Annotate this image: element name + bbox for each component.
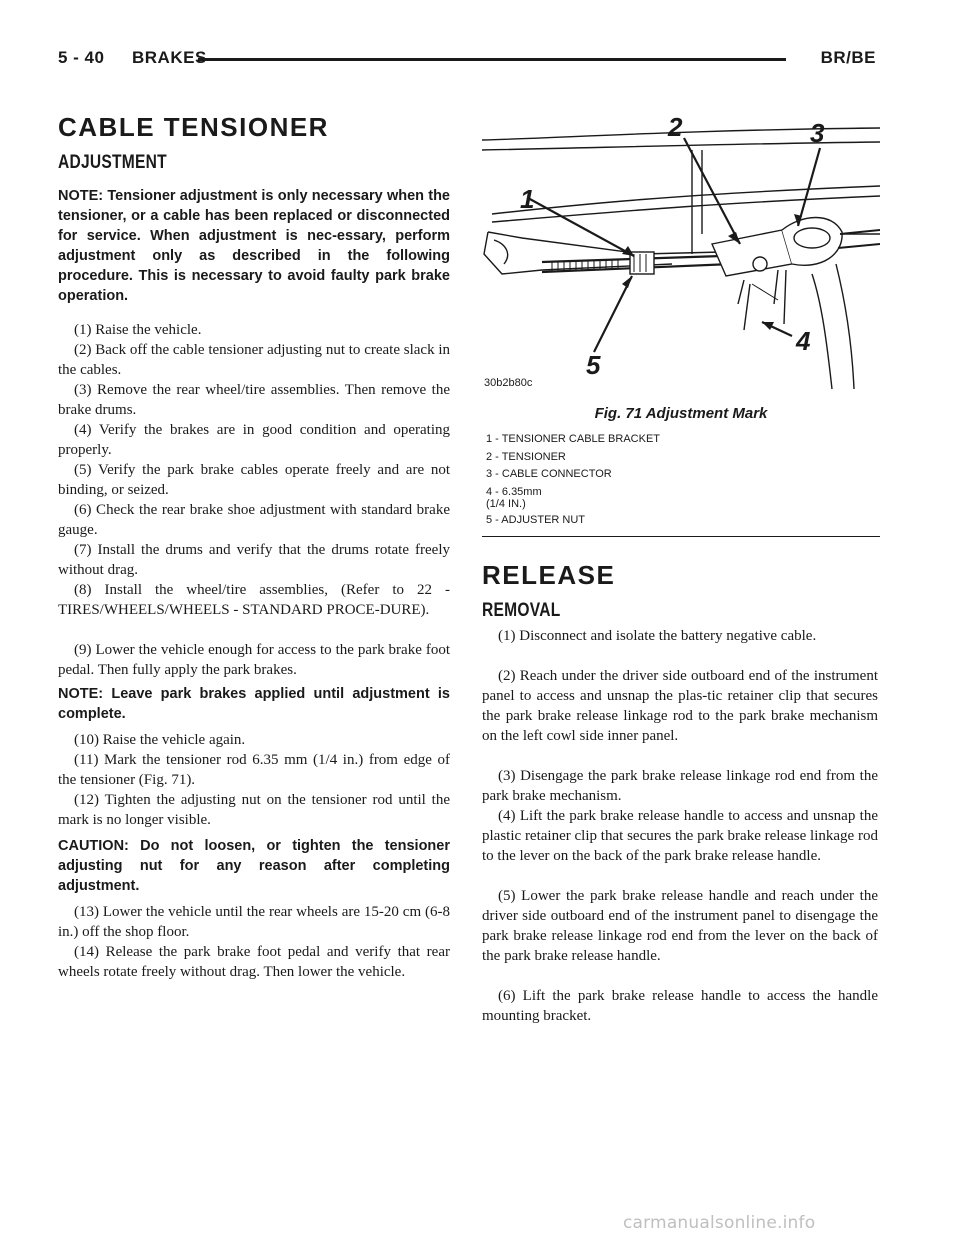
- callout-1: 1: [520, 184, 535, 214]
- step-7: (7) Install the drums and verify that the drums rotate freely without drag.: [58, 542, 450, 578]
- step-14: (14) Release the park brake foot pedal and verify that rear wheels rotate freely without drag. Then lower the vehicle.: [58, 944, 450, 980]
- step-12: (12) Tighten the adjusting nut on the tensioner rod until the mark is no longer visible.: [58, 792, 450, 828]
- model-code: BR/BE: [820, 48, 876, 67]
- legend-item-3: 3 - CABLE CONNECTOR: [486, 468, 612, 480]
- step-2: (2) Back off the cable tensioner adjusting nut to create slack in the cables.: [58, 342, 450, 378]
- note-tensioner-adjustment: NOTE: Tensioner adjustment is only necessary when the tensioner, or a cable has been replaced or disconnected for service. When adjustment is nec-essary, perform adjustment only as described in the following procedure. This is necessary to avoid faulty park brake operation.: [58, 188, 450, 304]
- figure-adjustment-mark: [482, 104, 880, 394]
- legend-item-4-cont: (1/4 IN.): [486, 498, 526, 510]
- note-leave-brakes-applied: NOTE: Leave park brakes applied until adjustment is complete.: [58, 686, 450, 722]
- watermark: carmanualsonline.info: [623, 1213, 816, 1233]
- step-11: (11) Mark the tensioner rod 6.35 mm (1/4 in.) from edge of the tensioner (Fig. 71).: [58, 752, 450, 788]
- removal-step-3: (3) Disengage the park brake release linkage rod end from the park brake mechanism.: [482, 768, 878, 804]
- legend-item-1: 1 - TENSIONER CABLE BRACKET: [486, 433, 661, 445]
- callout-3: 3: [810, 118, 825, 148]
- figure-caption: Fig. 71 Adjustment Mark: [594, 405, 768, 422]
- step-4: (4) Verify the brakes are in good condition and operating properly.: [58, 422, 450, 458]
- section-title: BRAKES: [132, 48, 207, 67]
- figure-bottom-rule: [482, 536, 880, 537]
- figure-id: 30b2b80c: [484, 377, 533, 389]
- callout-5: 5: [586, 350, 601, 380]
- section-heading-cable-tensioner: CABLE TENSIONER: [58, 112, 329, 142]
- step-6: (6) Check the rear brake shoe adjustment with standard brake gauge.: [58, 502, 450, 538]
- step-10: (10) Raise the vehicle again.: [74, 732, 246, 748]
- removal-step-2: (2) Reach under the driver side outboard end of the instrument panel to access and unsnap the plas-tic retainer clip that secures the park brake release linkage rod to the park brake mechanism on the left cowl side inner panel.: [482, 668, 878, 744]
- step-5: (5) Verify the park brake cables operate freely and are not binding, or seized.: [58, 462, 450, 498]
- removal-step-6: (6) Lift the park brake release handle to access the handle mounting bracket.: [482, 988, 878, 1024]
- section-heading-release: RELEASE: [482, 560, 616, 590]
- callout-2: 2: [668, 112, 683, 142]
- subheading-adjustment: ADJUSTMENT: [58, 152, 167, 173]
- removal-step-5: (5) Lower the park brake release handle and reach under the driver side outboard end of the instrument panel to disengage the park brake release linkage rod end from the lever on the back of the park brake release handle.: [482, 888, 878, 964]
- page-header: [58, 48, 876, 70]
- step-9: (9) Lower the vehicle enough for access to the park brake foot pedal. Then fully apply the park brakes.: [58, 642, 450, 678]
- subheading-removal: REMOVAL: [482, 600, 561, 621]
- removal-step-1: (1) Disconnect and isolate the battery negative cable.: [498, 628, 817, 644]
- step-1: (1) Raise the vehicle.: [74, 322, 202, 338]
- caution-adjusting-nut: CAUTION: Do not loosen, or tighten the tensioner adjusting nut for any reason after completing adjustment.: [58, 838, 450, 894]
- step-13: (13) Lower the vehicle until the rear wheels are 15-20 cm (6-8 in.) off the shop floor.: [58, 904, 450, 940]
- removal-step-4: (4) Lift the park brake release handle to access and unsnap the plastic retainer clip that secures the park brake release linkage rod to the lever on the back of the park brake release handle.: [482, 808, 878, 864]
- legend-item-5: 5 - ADJUSTER NUT: [486, 514, 586, 526]
- step-3: (3) Remove the rear wheel/tire assemblies. Then remove the brake drums.: [58, 382, 450, 418]
- callout-4: 4: [796, 326, 811, 356]
- step-8: (8) Install the wheel/tire assemblies, (Refer to 22 - TIRES/WHEELS/WHEELS - STANDARD PROCE-DURE).: [58, 582, 450, 618]
- legend-item-4: 4 - 6.35mm: [486, 486, 542, 498]
- header-rule: [198, 58, 786, 61]
- legend-item-2: 2 - TENSIONER: [486, 451, 566, 463]
- page-number: 5 - 40: [58, 48, 105, 67]
